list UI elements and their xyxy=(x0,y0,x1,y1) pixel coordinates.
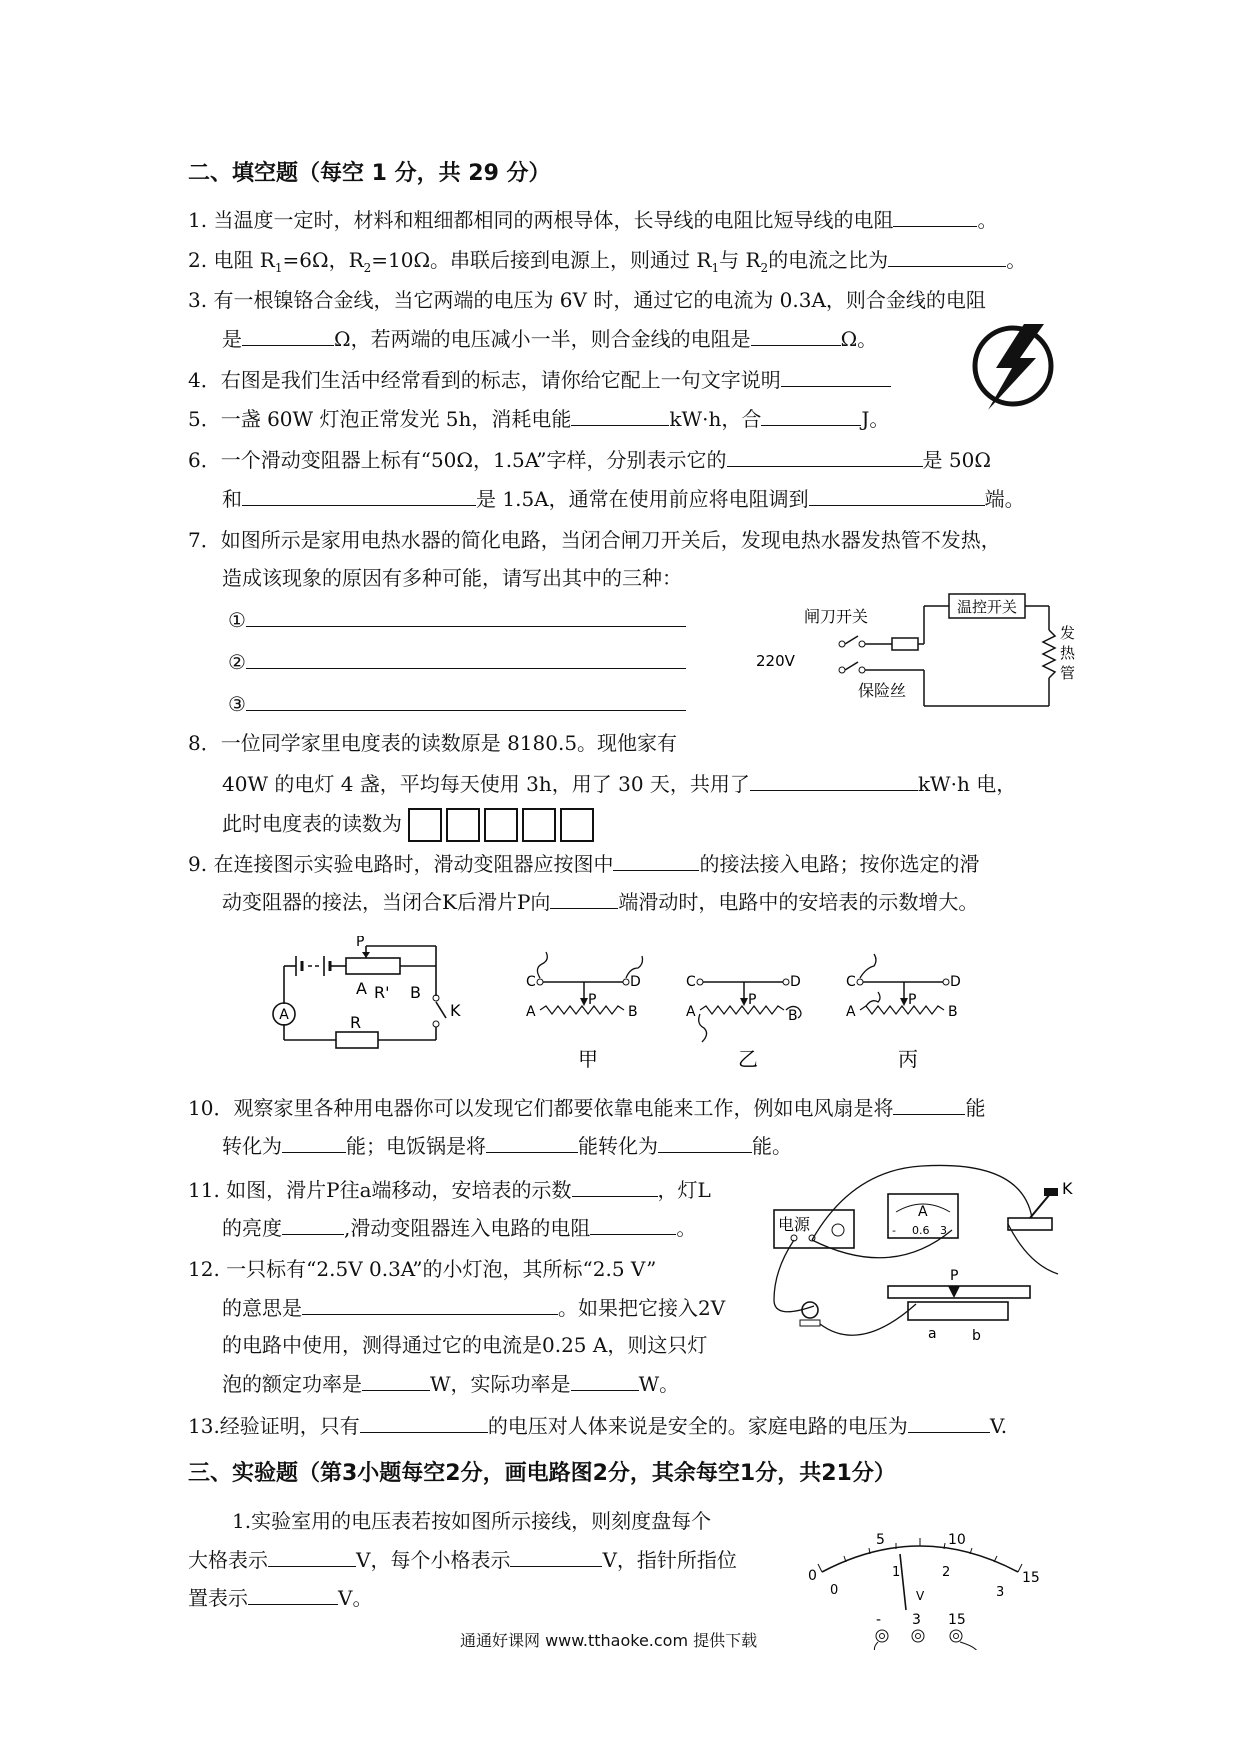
dial-upper-5: 5 xyxy=(876,1532,885,1548)
bing-label-d: D xyxy=(950,974,961,990)
q2-text-d: 与 R xyxy=(719,248,761,272)
q11-text-e: 。 xyxy=(676,1216,697,1240)
experiment-1-line-3 xyxy=(188,1584,372,1611)
q12-text-f: W，实际功率是 xyxy=(430,1372,571,1396)
q2-text-a: 2. 电阻 R xyxy=(188,248,275,272)
q10-text-d: 能；电饭锅是将 xyxy=(346,1134,486,1158)
q1-blank[interactable] xyxy=(893,206,977,227)
jia-label-p: P xyxy=(588,992,597,1008)
q7-blank-1[interactable] xyxy=(246,606,686,627)
bing-label-p: P xyxy=(908,992,917,1008)
jia-label-a: A xyxy=(526,1004,536,1020)
question-3-line-2 xyxy=(222,325,877,352)
q6-text-d: 是 1.5A，通常在使用前应将电阻调到 xyxy=(476,487,809,511)
q10-text-c: 转化为 xyxy=(222,1134,282,1158)
q5-text-a: 5．一盏 60W 灯泡正常发光 5h，消耗电能 xyxy=(188,407,572,431)
question-10-line-2 xyxy=(222,1132,792,1159)
q3-blank-1[interactable] xyxy=(242,325,334,346)
q5-blank-2[interactable] xyxy=(761,405,861,426)
q6-blank-2[interactable] xyxy=(242,485,476,506)
exp1-text-c: V，每个小格表示 xyxy=(356,1548,511,1572)
question-7-answer-1 xyxy=(228,606,686,633)
question-3-line-1: 3. 有一根镍铬合金线，当它两端的电压为 6V 时，通过它的电流为 0.3A，则合金线的电阻 xyxy=(188,288,986,312)
q2-text-c: =10Ω。串联后接到电源上，则通过 R xyxy=(371,248,712,272)
q9-text-a: 9. 在连接图示实验电路时，滑动变阻器应按图中 xyxy=(188,852,614,876)
q8-blank-1[interactable] xyxy=(750,770,918,791)
q5-blank-1[interactable] xyxy=(571,405,669,426)
meter-digit-box-1[interactable] xyxy=(408,808,442,842)
yi-label-b: B xyxy=(788,1008,798,1024)
option-jia xyxy=(526,952,643,1071)
meter-digit-box-3[interactable] xyxy=(484,808,518,842)
exp1-blank-3[interactable] xyxy=(248,1584,338,1605)
q9-text-c: 动变阻器的接法，当闭合K后滑片P向 xyxy=(222,890,551,914)
q7-marker-3: ③ xyxy=(228,692,246,716)
q10-blank-1[interactable] xyxy=(893,1094,965,1115)
fuse-label: 保险丝 xyxy=(858,681,907,700)
question-6-line-2 xyxy=(222,485,1025,512)
q11-blank-3[interactable] xyxy=(590,1214,676,1235)
bing-label-a: A xyxy=(846,1004,856,1020)
rheostat-end-b-label: b xyxy=(972,1328,981,1344)
tube-label-2: 热 xyxy=(1060,644,1076,662)
rheostat-label: R' xyxy=(374,983,390,1002)
question-7-line-1: 7．如图所示是家用电热水器的简化电路，当闭合闸刀开关后，发现电热水器发热管不发热， xyxy=(188,528,1001,552)
question-4 xyxy=(188,366,891,393)
meter-digit-box-4[interactable] xyxy=(522,808,556,842)
knife-switch-label: 闸刀开关 xyxy=(804,607,869,626)
q6-text-b: 是 50Ω xyxy=(922,448,991,472)
q11-blank-1[interactable] xyxy=(572,1176,658,1197)
q7-marker-1: ① xyxy=(228,608,246,632)
meter-digit-box-2[interactable] xyxy=(446,808,480,842)
q10-blank-4[interactable] xyxy=(658,1132,752,1153)
q11-blank-2[interactable] xyxy=(282,1214,344,1235)
q13-blank-1[interactable] xyxy=(360,1412,488,1433)
question-9-line-2 xyxy=(222,888,978,915)
q5-text-c: J。 xyxy=(861,407,890,431)
experiment-1-line-2 xyxy=(188,1546,737,1573)
q12-text-e: 泡的额定功率是 xyxy=(222,1372,362,1396)
q7-marker-2: ② xyxy=(228,650,246,674)
experiment-1-line-1: 1.实验室用的电压表若按如图所示接线，则刻度盘每个 xyxy=(232,1509,712,1533)
q7-blank-2[interactable] xyxy=(246,648,686,669)
q6-blank-3[interactable] xyxy=(809,485,985,506)
q9-text-b: 的接法接入电路；按你选定的滑 xyxy=(699,852,980,876)
question-9-line-1 xyxy=(188,850,979,877)
q5-text-b: kW·h，合 xyxy=(669,407,762,431)
bing-label-b: B xyxy=(948,1004,958,1020)
question-7-answer-2 xyxy=(228,648,686,675)
q6-text-c: 和 xyxy=(222,487,242,511)
q10-text-b: 能 xyxy=(965,1096,986,1120)
yi-label-p: P xyxy=(748,992,757,1008)
q8-text-c: kW·h 电， xyxy=(917,772,1017,796)
switch-label-k: K xyxy=(450,1001,461,1020)
q9-text-d: 端滑动时，电路中的安培表的示数增大。 xyxy=(618,890,979,914)
question-6-line-1 xyxy=(188,446,991,473)
voltage-label: 220V xyxy=(756,652,795,670)
terminal-minus-label: - xyxy=(876,1612,882,1628)
voltmeter-dial-diagram xyxy=(808,1500,1048,1650)
q10-blank-3[interactable] xyxy=(486,1132,578,1153)
q9-blank-1[interactable] xyxy=(613,850,699,871)
yi-label-d: D xyxy=(790,974,801,990)
question-7-line-2: 造成该现象的原因有多种可能，请写出其中的三种： xyxy=(222,566,682,590)
question-2: 2. 电阻 $R_1=6\Omega$，$R_2=10\Omega$。串联后接到电源上，则通过 $R_1$与 $R_2$的电流之比为 。 xyxy=(188,248,1027,275)
q4-text: 4．右图是我们生活中经常看到的标志，请你给它配上一句文字说明 xyxy=(188,368,781,392)
q8-text-b: 40W 的电灯 4 盏，平均每天使用 3h，用了 30 天，共用了 xyxy=(222,772,750,796)
thermo-switch-label: 温控开关 xyxy=(956,598,1018,616)
dial-lower-1: 1 xyxy=(892,1565,901,1580)
tube-label-1: 发 xyxy=(1060,624,1076,642)
ammeter-terminal-3: 3 xyxy=(940,1224,947,1237)
q11-text-a: 11. 如图，滑片P往a端移动，安培表的示数 xyxy=(188,1178,572,1202)
terminal-label-a: A xyxy=(356,979,367,998)
dial-lower-2: 2 xyxy=(942,1565,951,1580)
question-12-line-2 xyxy=(222,1294,725,1321)
jia-label-d: D xyxy=(630,974,641,990)
tube-label-3: 管 xyxy=(1060,664,1076,682)
q12-text-g: W。 xyxy=(638,1372,680,1396)
q12-blank-3[interactable] xyxy=(571,1370,639,1391)
q2-text-b: =6Ω，R xyxy=(282,248,364,272)
dial-lower-0: 0 xyxy=(830,1583,839,1598)
dial-upper-15: 15 xyxy=(1022,1570,1040,1586)
q3-text-c: Ω，若两端的电压减小一半，则合金线的电阻是 xyxy=(334,327,751,351)
dial-upper-10: 10 xyxy=(948,1532,966,1548)
q6-blank-1[interactable] xyxy=(727,446,923,467)
resistor-label: R xyxy=(350,1013,362,1032)
question-1: 1. 当温度一定时，材料和粗细都相同的两根导体，长导线的电阻比短导线的电阻 。 xyxy=(188,208,998,232)
circuit-switch-label: K xyxy=(1062,1179,1073,1198)
q10-blank-2[interactable] xyxy=(282,1132,346,1153)
question-7-answer-3 xyxy=(228,690,686,717)
terminal-15-label: 15 xyxy=(948,1612,966,1628)
option-label-jia: 甲 xyxy=(578,1047,598,1071)
question-8-line-1: 8．一位同学家里电度表的读数原是 8180.5。现他家有 xyxy=(188,731,678,755)
q11-text-c: 的亮度 xyxy=(222,1216,282,1240)
jia-label-b: B xyxy=(628,1004,638,1020)
q12-blank-2[interactable] xyxy=(362,1370,430,1391)
ammeter-terminal-minus: - xyxy=(892,1224,896,1237)
q10-text-e: 能转化为 xyxy=(578,1134,658,1158)
ammeter-circuit-label: A xyxy=(918,1204,928,1220)
question-12-line-1: 12. 一只标有“2.5V 0.3A”的小灯泡，其所标“2.5 V” xyxy=(188,1257,657,1281)
exp1-text-b: 大格表示 xyxy=(188,1548,268,1572)
q4-blank[interactable] xyxy=(781,366,891,387)
rheostat-end-a-label: a xyxy=(928,1326,937,1342)
question-8-line-3 xyxy=(222,808,598,842)
high-voltage-sign-icon xyxy=(966,318,1060,414)
q3-text-d: Ω。 xyxy=(840,327,878,351)
exp1-blank-2[interactable] xyxy=(510,1546,602,1567)
question-12-line-3: 的电路中使用，测得通过它的电流是0.25 A，则这只灯 xyxy=(222,1333,708,1357)
dial-upper-0: 0 xyxy=(808,1568,817,1584)
ammeter-label: A xyxy=(279,1007,289,1023)
water-heater-circuit-diagram xyxy=(752,586,1102,716)
question-8-line-2 xyxy=(222,770,1016,797)
question-11-line-2 xyxy=(222,1214,696,1241)
q13-text-c: V. xyxy=(989,1414,1008,1438)
q3-text-b: 是 xyxy=(222,327,242,351)
q9-blank-2[interactable] xyxy=(550,888,618,909)
bing-label-c: C xyxy=(846,974,856,990)
dial-unit-label: V xyxy=(916,1589,925,1603)
exp1-text-e: 置表示 xyxy=(188,1586,248,1610)
section-title-fill-blank: 二、填空题（每空 1 分，共 29 分） xyxy=(188,161,551,186)
circuit-slider-label: P xyxy=(950,1268,959,1284)
q2-blank[interactable] xyxy=(888,246,1006,267)
q6-text-e: 端。 xyxy=(984,487,1025,511)
exp1-blank-1[interactable] xyxy=(268,1546,356,1567)
question-5 xyxy=(188,405,889,432)
q10-text-f: 能。 xyxy=(752,1134,792,1158)
q6-text-a: 6．一个滑动变阻器上标有“50Ω，1.5A”字样，分别表示它的 xyxy=(188,448,727,472)
question-11-line-1 xyxy=(188,1176,711,1203)
page-footer-source: 通通好课网 www.tthaoke.com 提供下载 xyxy=(460,1631,758,1650)
rheostat-circuit-diagram xyxy=(256,936,996,1076)
physical-circuit-diagram xyxy=(768,1160,1088,1350)
q3-blank-2[interactable] xyxy=(751,325,841,346)
q2-text-e: 的电流之比为 xyxy=(768,248,889,272)
question-10-line-1 xyxy=(188,1094,985,1121)
section-title-experiment: 三、实验题（第3小题每空2分，画电路图2分，其余每空1分，共21分） xyxy=(188,1461,896,1486)
terminal-3-label: 3 xyxy=(912,1612,921,1628)
q13-text-b: 的电压对人体来说是安全的。家庭电路的电压为 xyxy=(487,1414,908,1438)
option-label-bing: 丙 xyxy=(898,1047,918,1071)
q8-text-d: 此时电度表的读数为 xyxy=(222,811,402,836)
exp1-text-d: V，指针所指位 xyxy=(602,1548,737,1572)
q12-blank-1[interactable] xyxy=(302,1294,558,1315)
question-12-line-4 xyxy=(222,1370,679,1397)
q13-text-a: 13.经验证明，只有 xyxy=(188,1414,360,1438)
q11-text-d: ,滑动变阻器连入电路的电阻 xyxy=(344,1216,591,1240)
dial-lower-3: 3 xyxy=(996,1585,1005,1600)
q1-text: 1. 当温度一定时，材料和粗细都相同的两根导体，长导线的电阻比短导线的电阻 xyxy=(188,208,894,232)
q12-text-b: 的意思是 xyxy=(222,1296,302,1320)
option-bing xyxy=(846,954,961,1071)
slider-label-p: P xyxy=(356,936,365,950)
jia-label-c: C xyxy=(526,974,536,990)
question-13 xyxy=(188,1412,1007,1439)
yi-label-a: A xyxy=(686,1004,696,1020)
meter-digit-box-5[interactable] xyxy=(560,808,594,842)
exp1-text-f: V。 xyxy=(338,1586,373,1610)
option-label-yi: 乙 xyxy=(738,1047,758,1071)
q11-text-b: ，灯L xyxy=(657,1178,711,1202)
option-yi xyxy=(686,974,801,1071)
terminal-label-b: B xyxy=(410,983,421,1002)
q13-blank-2[interactable] xyxy=(908,1412,990,1433)
ammeter-terminal-06: 0.6 xyxy=(912,1224,930,1237)
q7-blank-3[interactable] xyxy=(246,690,686,711)
yi-label-c: C xyxy=(686,974,696,990)
power-supply-label: 电源 xyxy=(778,1215,811,1234)
q12-text-c: 。如果把它接入2V xyxy=(558,1296,726,1320)
q10-text-a: 10．观察家里各种用电器你可以发现它们都要依靠电能来工作，例如电风扇是将 xyxy=(188,1096,894,1120)
